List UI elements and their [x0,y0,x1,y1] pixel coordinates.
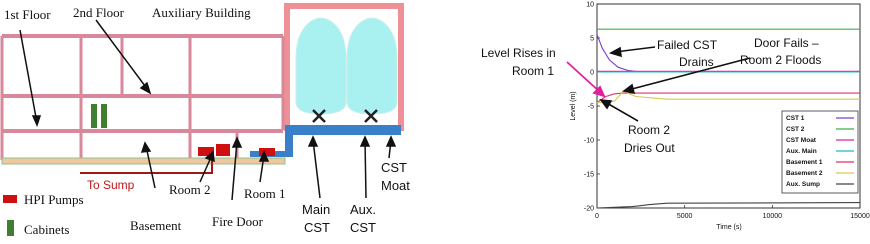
cst-moat [291,125,401,135]
legend-label: CST 2 [786,126,805,133]
annotation-door-fails-1: Door Fails – [754,36,819,50]
hpi-pumps-swatch [3,195,17,203]
label-floor1: 1st Floor [4,7,51,22]
legend-label: Aux. Sump [786,181,820,188]
label-to-sump: To Sump [87,178,135,192]
arrow-floor1 [20,30,37,123]
x-tick-label: 15000 [850,213,870,220]
legend-label: CST 1 [786,115,805,122]
label-hpi-pumps: HPI Pumps [24,192,84,207]
label-aux-cst-1: Aux. [350,202,377,217]
y-tick-label: 0 [590,69,594,77]
label-cabinets: Cabinets [24,222,70,237]
legend-label: Basement 1 [786,159,823,166]
cabinet-b [101,104,107,128]
arrow-basement-head [142,143,150,152]
annotation-level-rises-1: Level Rises in [481,46,556,60]
basement-floor [2,158,285,164]
y-tick-label: 5 [590,35,594,43]
label-room1: Room 1 [244,186,286,201]
label-aux-building: Auxiliary Building [152,5,251,20]
annotation-door-fails-2: Room 2 Floods [740,53,822,67]
arrow-fire-door [232,141,237,200]
cabinets-swatch [7,220,14,236]
arrow-basement [146,146,155,188]
arrow-main-cst-head [309,137,317,146]
label-main-cst-1: Main [302,202,331,217]
arrow-level-rises [567,62,601,93]
y-tick-label: -20 [583,205,594,213]
annotation-level-rises-2: Room 1 [512,64,555,78]
annotation-failed-cst-2: Drains [679,55,714,69]
main-cst-tank [296,18,346,114]
building-frame [2,36,283,160]
arrow-aux-cst-head [361,137,369,146]
level-chart [481,2,870,232]
label-cst-moat-2: Moat [381,178,410,193]
hpi-pump-room2b [216,144,230,156]
x-tick-label: 10000 [762,213,783,220]
x-tick-label: 0 [595,213,599,220]
arrow-floor1-head [33,116,40,125]
label-room2: Room 2 [169,182,211,197]
y-tick-label: -15 [583,171,594,179]
cabinet-a [91,104,97,128]
y-tick-label: -10 [583,137,594,145]
arrow-floor2-head [141,83,150,93]
arrow-aux-cst [365,140,366,198]
arrow-fire-door-head [233,138,241,147]
building-schematic [2,5,410,237]
chart-legend [782,111,858,193]
annotation-room2-dries-1: Room 2 [628,123,671,137]
label-floor2: 2nd Floor [73,5,124,20]
label-fire-door: Fire Door [212,214,263,229]
x-axis-label: Time (s) [716,224,742,231]
y-tick-label: -5 [587,103,594,111]
label-aux-cst-2: CST [350,220,376,235]
arrow-cst-moat-head [387,137,395,146]
y-tick-label: 10 [586,1,594,9]
hpi-pump-room1 [259,148,275,156]
label-main-cst-2: CST [304,220,330,235]
label-cst-moat-1: CST [381,160,407,175]
arrow-main-cst [313,140,320,198]
label-basement: Basement [130,218,182,233]
legend-label: CST Moat [786,137,816,144]
annotation-failed-cst-1: Failed CST [657,38,718,52]
x-tick-label: 5000 [676,213,693,220]
legend-label: Basement 2 [786,170,823,177]
y-axis-label: Level (m) [570,91,577,121]
legend-label: Aux. Main [786,148,817,155]
annotation-room2-dries-2: Dries Out [624,141,675,155]
aux-cst-tank [347,18,397,114]
